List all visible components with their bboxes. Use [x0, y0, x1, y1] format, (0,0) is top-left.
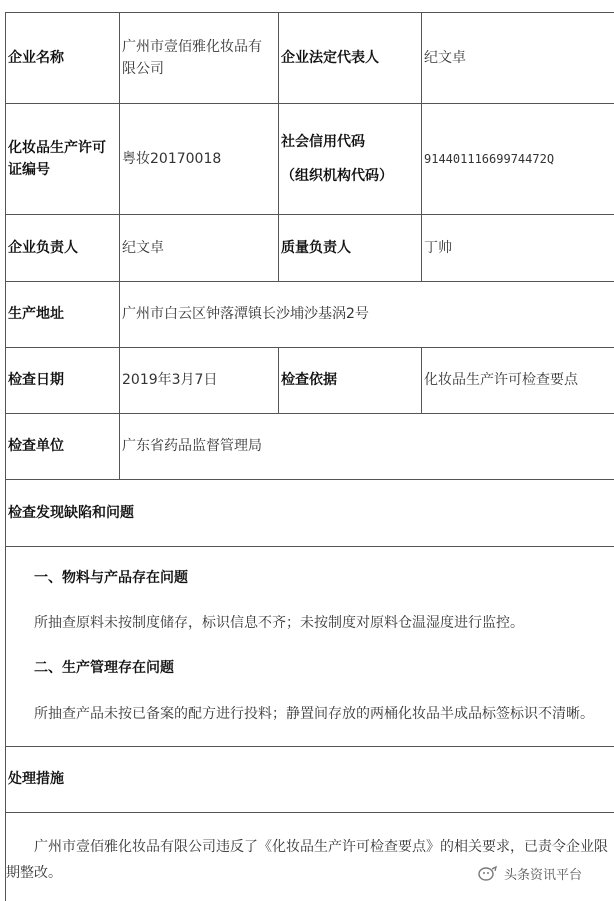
value-inspection-date: 2019年3月7日 — [122, 372, 218, 388]
value-inspection-basis: 化妆品生产许可检查要点 — [424, 372, 578, 388]
label-inspection-basis: 检查依据 — [281, 372, 337, 388]
watermark-text: 头条资讯平台 — [504, 867, 583, 883]
label-inspection-date: 检查日期 — [8, 372, 64, 388]
value-license-number: 粤妆20170018 — [122, 150, 222, 167]
table-rule — [5, 546, 614, 547]
measures-text-line1: 广州市壹佰雅化妆品有限公司违反了《化妆品生产许可检查要点》的相关要求，已责令企业限 — [34, 839, 608, 855]
label-company-head: 企业负责人 — [8, 239, 78, 256]
label-inspection-unit: 检查单位 — [8, 438, 64, 454]
findings-title: 检查发现缺陷和问题 — [8, 504, 134, 521]
label-production-address: 生产地址 — [8, 306, 64, 322]
toutiao-logo-icon — [478, 865, 498, 881]
label-legal-representative: 企业法定代表人 — [281, 49, 379, 66]
value-quality-head: 丁帅 — [424, 239, 452, 256]
value-inspection-unit: 广东省药品监督管理局 — [122, 438, 262, 454]
label-quality-head: 质量负责人 — [281, 239, 351, 256]
label-credit-code: 社会信用代码 （组织机构代码） — [281, 133, 393, 184]
label-license-number: 化妆品生产许可证编号 — [8, 139, 106, 178]
value-legal-representative: 纪文卓 — [424, 49, 466, 66]
findings-section1-heading: 一、物料与产品存在问题 — [34, 570, 188, 586]
findings-section1-text: 所抽查原料未按制度储存，标识信息不齐；未按制度对原料仓温湿度进行监控。 — [34, 615, 524, 631]
watermark — [478, 862, 582, 884]
measures-text-line2: 期整改。 — [6, 865, 62, 881]
findings-section2-heading: 二、生产管理存在问题 — [34, 660, 174, 676]
value-production-address: 广州市白云区钟落潭镇长沙埔沙基涡2号 — [122, 306, 369, 322]
value-company-name: 广州市壹佰雅化妆品有限公司 — [122, 38, 262, 77]
label-company-name: 企业名称 — [8, 49, 64, 66]
value-credit-code: 91440111669974472Q — [424, 151, 555, 166]
findings-section2-text: 所抽查产品未按已备案的配方进行投料；静置间存放的两桶化妆品半成品标签标识不清晰。 — [34, 706, 594, 722]
table-rule — [5, 812, 614, 813]
measures-title: 处理措施 — [8, 771, 64, 787]
value-company-head: 纪文卓 — [122, 239, 164, 256]
